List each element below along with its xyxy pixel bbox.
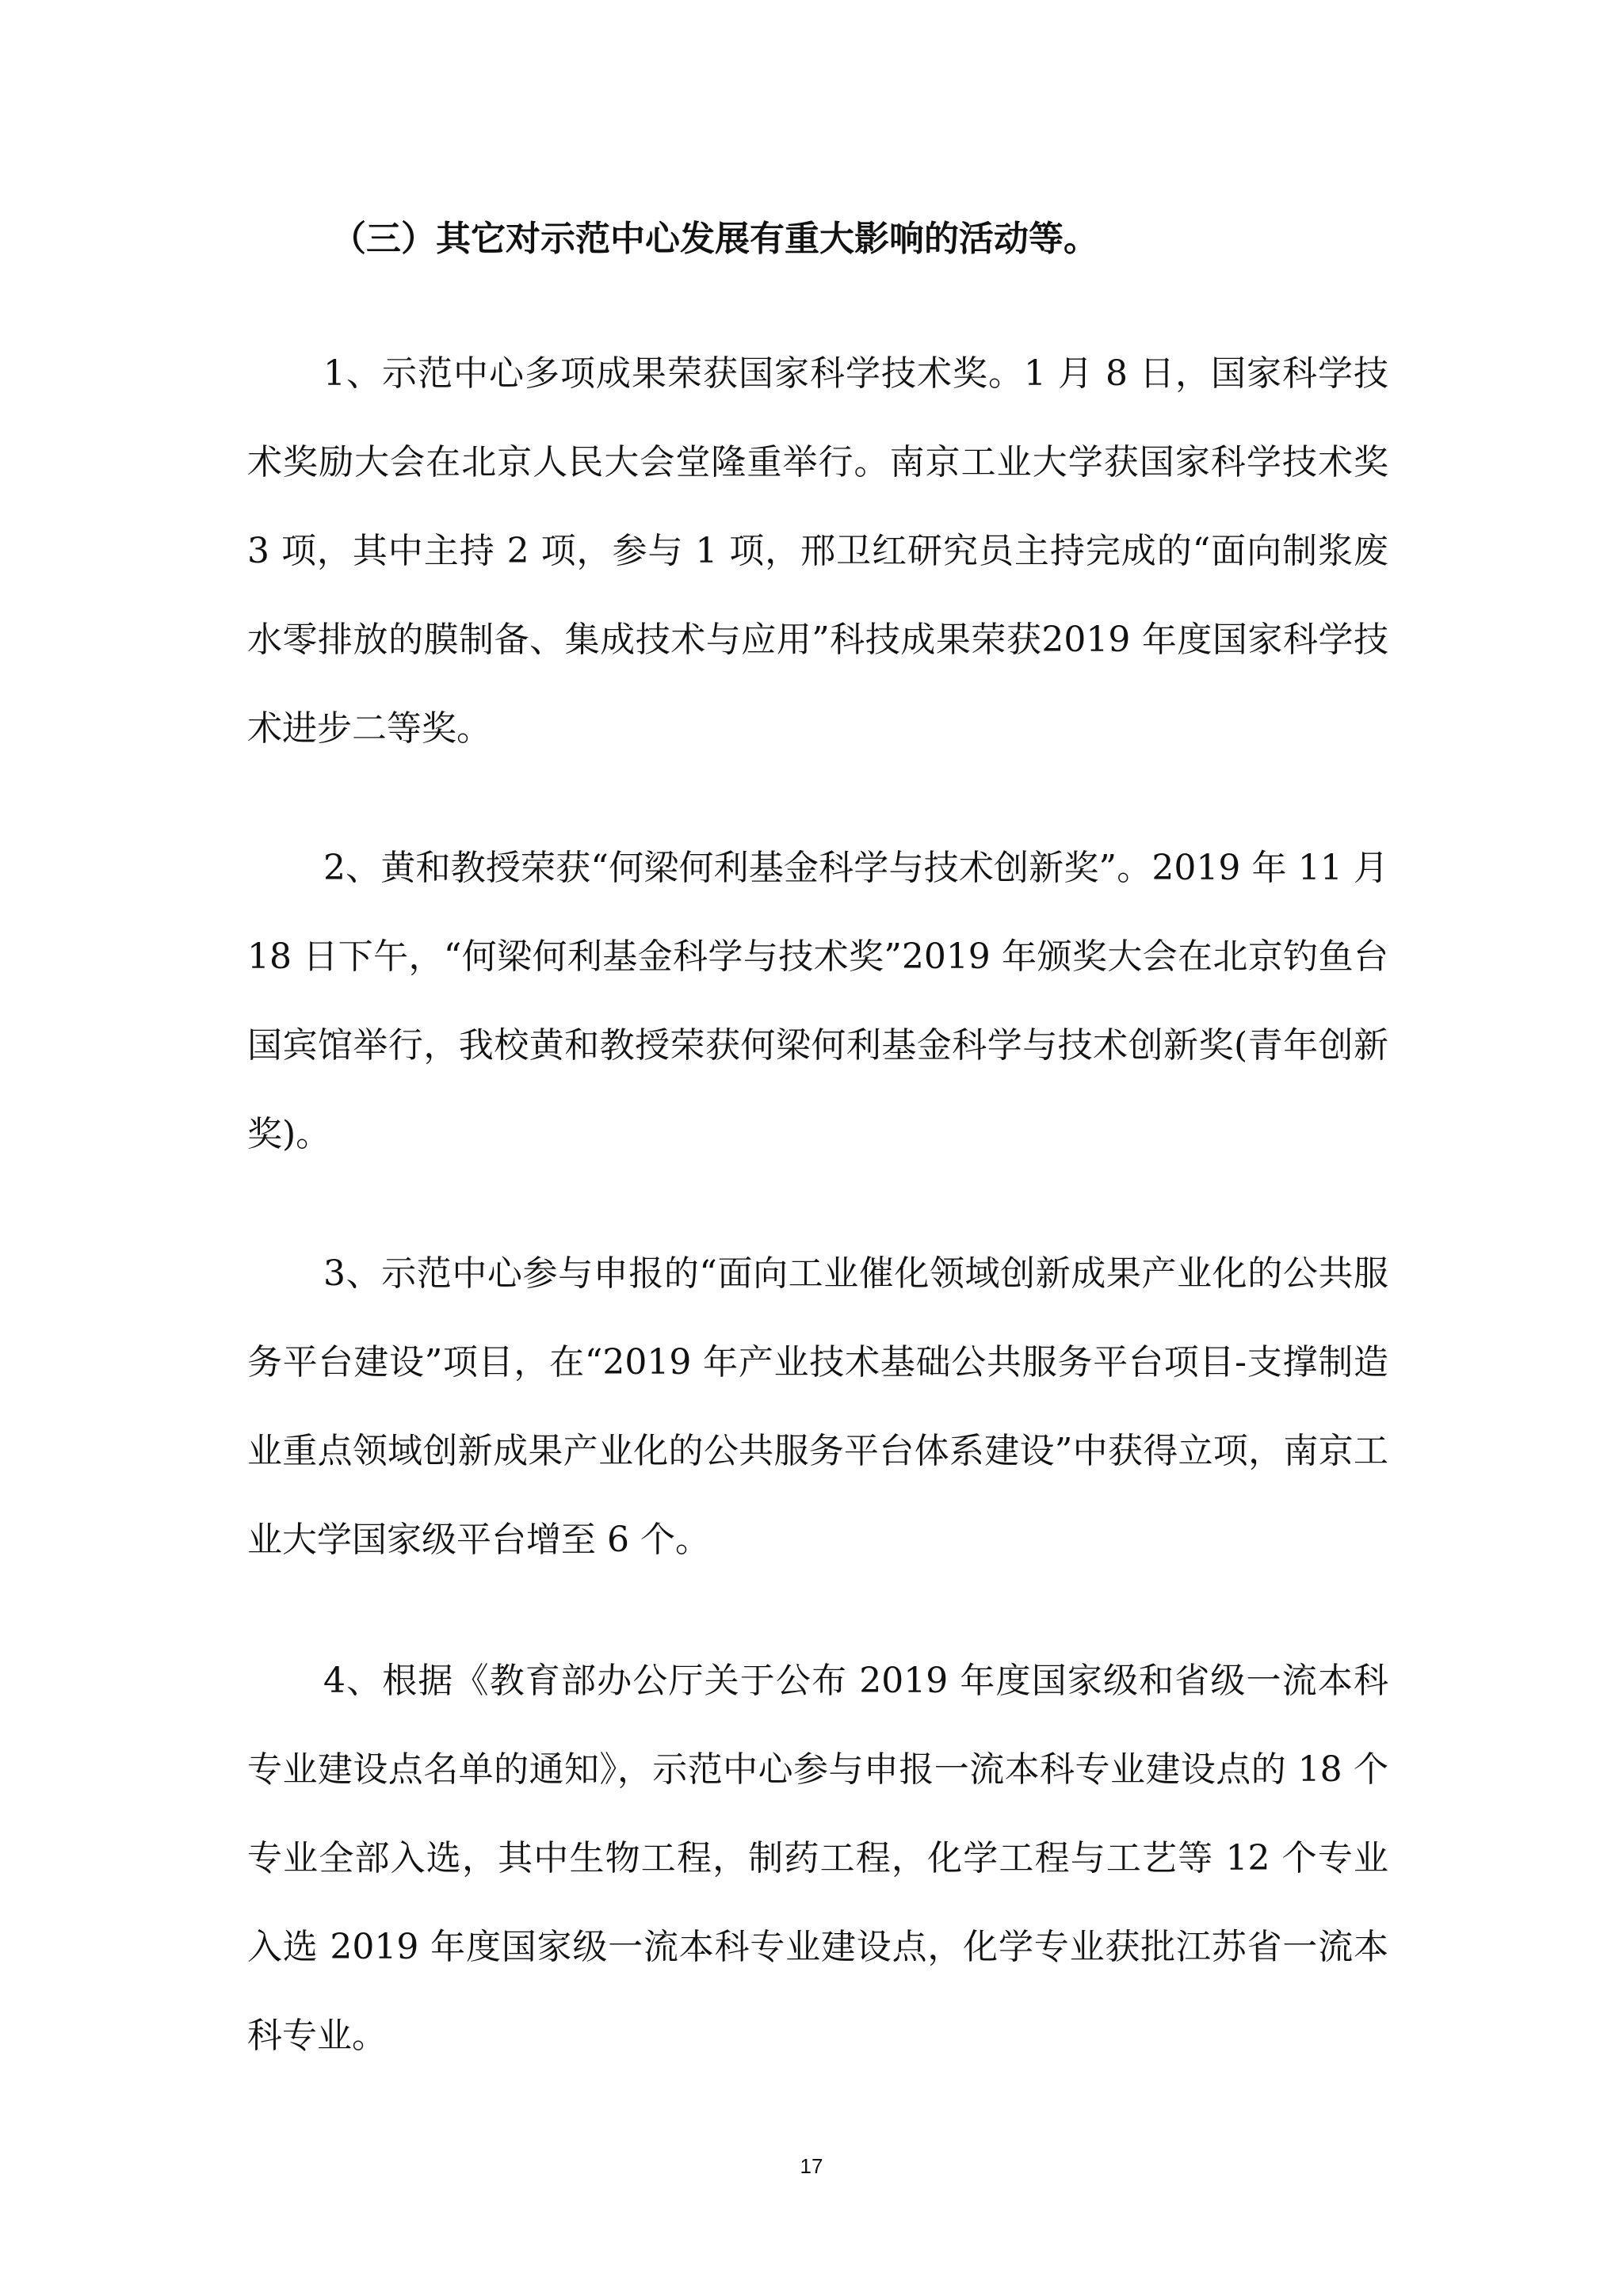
- paragraph-first-class-majors: 4、根据《教育部办公厅关于公布 2019 年度国家级和省级一流本科专业建设点名单的通知》，示范中心参与申报一流本科专业建设点的 18 个专业全部入选，其中生物工程，制药工程，化学工程与工艺等 12 个专业入选 2019 年度国家级一流本科专业建设点，化学专业获批江苏省一流本科专业。: [247, 1661, 1388, 2056]
- page-number: 17: [800, 2154, 823, 2178]
- paragraph-catalysis-platform: 3、示范中心参与申报的“面向工业催化领域创新成果产业化的公共服务平台建设”项目，在“2019 年产业技术基础公共服务平台项目-支撑制造业重点领域创新成果产业化的公共服务平台体系建设”中获得立项，南京工业大学国家级平台增至 6 个。: [247, 1253, 1388, 1560]
- paragraph-awards-national-science: 1、示范中心多项成果荣获国家科学技术奖。1 月 8 日，国家科学技术奖励大会在北京人民大会堂隆重举行。南京工业大学获国家科学技术奖 3 项，其中主持 2 项，参与 1 项，邢卫红研究员主持完成的“面向制浆废水零排放的膜制备、集成技术与应用”科技成果荣获2019 年度国家科学技术进步二等奖。: [247, 353, 1388, 749]
- paragraph-huang-he-award: 2、黄和教授荣获“何梁何利基金科学与技术创新奖”。2019 年 11 月 18 日下午，“何梁何利基金科学与技术奖”2019 年颁奖大会在北京钓鱼台国宾馆举行，我校黄和教授荣获何梁何利基金科学与技术创新奖(青年创新奖)。: [247, 848, 1388, 1154]
- section-heading: （三）其它对示范中心发展有重大影响的活动等。: [331, 219, 1098, 259]
